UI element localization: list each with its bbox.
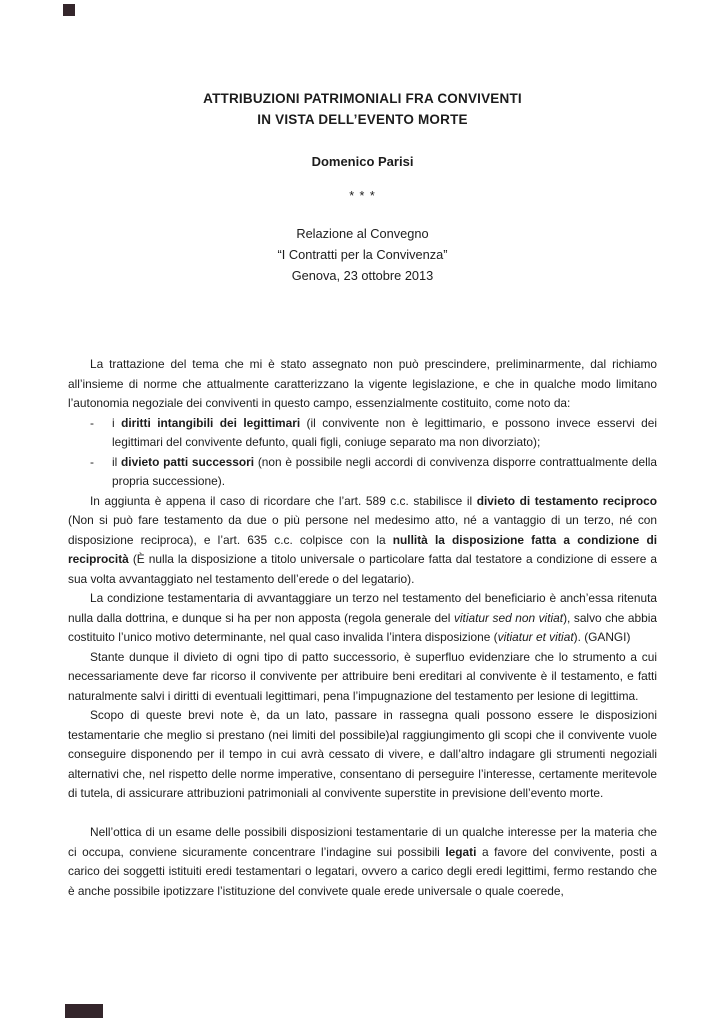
list-dash: - (90, 454, 94, 469)
paragraph-3 (68, 589, 657, 648)
paragraph-2 (68, 492, 657, 590)
text-run: In aggiunta è appena il caso di ricordare che l’art. 589 c.c. stabilisce il (90, 493, 477, 508)
list-item-text (112, 416, 657, 450)
scan-artifact-bottom-left (65, 1004, 103, 1018)
list-item-text (112, 455, 657, 489)
italic-text-run: vitiatur et vitiat (497, 630, 574, 644)
text-run: il (112, 454, 122, 469)
event-line-2: “I Contratti per la Convivenza” (277, 247, 448, 262)
event-info (68, 223, 657, 286)
bold-text-run: nullità la disposizione fatta a condizione di reciprocità (68, 532, 658, 566)
bold-text-run: divieto patti successori (121, 454, 255, 469)
list-item-1 (68, 414, 657, 453)
bold-text-run: legati (445, 844, 477, 859)
text-run: Stante dunque il divieto di ogni tipo di patto successorio, è superfluo evidenziare che lo strumento a cui necessariamente deve far ricorso il convivente per attribuire beni ereditari al convivente è il testamento, e fatti naturalmente salvi i diritti di eventuali legittimari, pena l’impugnazione del testamento per lesione di legittima. (68, 649, 657, 703)
text-run: i (112, 415, 122, 430)
paragraph-1 (68, 355, 657, 414)
list-item-2 (68, 453, 657, 492)
text-run: La condizione testamentaria di avvantaggiare un terzo nel testamento del beneficiario è anch’essa ritenuta nulla dalla dottrina, e dunque si ha per non apposta (regola generale del (68, 591, 657, 625)
paragraph-5 (68, 706, 657, 804)
paragraph-4 (68, 648, 657, 707)
document-title (68, 88, 657, 130)
asterisk-separator: * * * (349, 189, 376, 203)
text-run: (Non si può fare testamento da due o più persone nel medesimo atto, né a vantaggio di un terzo, né con disposizione reciproca), e l’art. 635 c.c. colpisce con la (68, 513, 657, 547)
text-run: (È nulla la disposizione a titolo universale o particolare fatta dal testatore a condizione di essere a sua volta avvantaggiato nel testamento dell’erede o del legatario). (68, 552, 657, 586)
title-line-2: IN VISTA DELL’EVENTO MORTE (257, 112, 468, 127)
event-line-3: Genova, 23 ottobre 2013 (291, 268, 434, 283)
document-body (68, 355, 657, 901)
bold-text-run: divieto di testamento reciproco (476, 493, 657, 508)
document-header (68, 88, 657, 286)
text-run: Scopo di queste brevi note è, da un lato, passare in rassegna quali possono essere le disposizioni testamentarie che meglio si prestano (nei limiti del possibile)al raggiungimento gli scopi che il convivente vuole conseguire disponendo per il tempo in cui avrà cessato di vivere, e dall’altro indagare gli strumenti negoziali alternativi che, nel rispetto delle norme imperative, consentano di perseguire l’interesse, certamente meritevole di tutela, di assicurare attribuzioni patrimoniali al convivente superstite in previsione dell’evento morte. (68, 708, 657, 800)
event-line-1: Relazione al Convegno (296, 226, 429, 241)
text-run: a favore del convivente, posti a carico dei soggetti istituiti eredi testamentari o legatari, ovvero a carico degli eredi legittimi, fermo restando che è anche possibile ipotizzare l’istituzione del convivete quale erede universale o quale coerede, (68, 844, 657, 898)
text-run: La trattazione del tema che mi è stato assegnato non può prescindere, preliminarmente, dal richiamo all’insieme di norme che attualmente caratterizzano la vigente legislazione, e che in qualche modo limitano l’autonomia negoziale dei conviventi in questo campo, essenzialmente costituito, come noto da: (68, 357, 657, 410)
text-run: ). (GANGI) (573, 630, 631, 644)
text-run: (non è possibile negli accordi di convivenza disporre contrattualmente della propria successione). (112, 454, 657, 488)
text-run: Nell’ottica di un esame delle possibili disposizioni testamentarie di un qualche interesse per la materia che ci occupa, conviene sicuramente concentrare l’indagine sui possibili (68, 825, 657, 859)
author-name: Domenico Parisi (311, 154, 414, 169)
text-run: ), salvo che abbia costituito l’unico motivo determinante, nel qual caso invalida l’intera disposizione ( (68, 610, 657, 644)
paragraph-6 (68, 823, 657, 901)
text-run: (il convivente non è legittimario, e possono invece esservi dei legittimari del convivente defunto, quali figli, coniuge separato ma non divorziato); (112, 415, 658, 449)
title-line-1: ATTRIBUZIONI PATRIMONIALI FRA CONVIVENTI (203, 91, 522, 106)
list-dash: - (90, 415, 94, 430)
bold-text-run: diritti intangibili dei legittimari (121, 415, 301, 430)
italic-text-run: vitiatur sed non vitiat (453, 610, 564, 625)
